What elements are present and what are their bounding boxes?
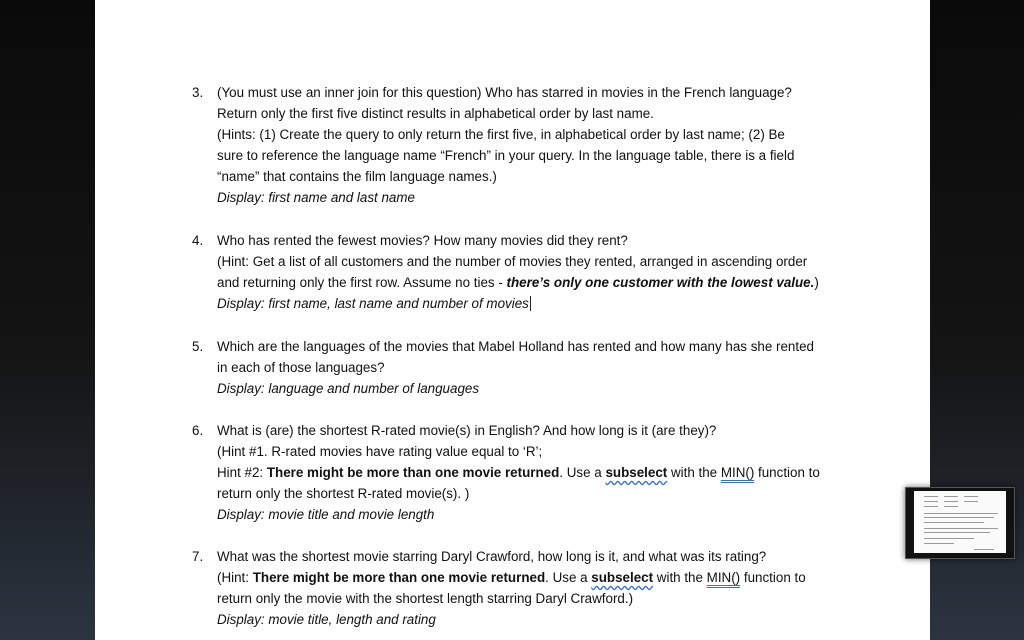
hint-text: function to — [740, 570, 806, 585]
thumbnail-line — [924, 528, 998, 529]
hint-line — [217, 272, 857, 293]
hint-text: sure to reference the language name “French” in your query. In the language table, there is a field — [217, 148, 795, 163]
thumbnail-line — [924, 513, 998, 514]
thumbnail-line — [924, 517, 994, 518]
document-page — [95, 0, 930, 640]
thumbnail-line — [964, 496, 978, 497]
question-text: What was the shortest movie starring Daryl Crawford, how long is it, and what was its rating? — [217, 549, 767, 564]
thumbnail-page — [914, 491, 1006, 553]
text-cursor — [530, 296, 531, 311]
hint-text: . Use a — [545, 570, 592, 585]
question-number: 5. — [192, 339, 204, 354]
subselect-term: subselect — [605, 465, 668, 480]
min-function-term: MIN() — [706, 570, 741, 585]
page-thumbnail-preview[interactable] — [905, 487, 1015, 559]
hint-text: (Hint: — [217, 570, 253, 585]
emphasis-text: There might be more than one movie returned — [252, 570, 546, 585]
question-number: 6. — [192, 423, 204, 438]
display-line — [217, 293, 857, 314]
hint-text: (Hint #1. R-rated movies have rating value equal to ‘R’; — [217, 444, 543, 459]
question-text: (You must use an inner join for this question) Who has starred in movies in the French language? — [217, 85, 792, 100]
emphasis-text: there’s only one customer with the lowest value. — [506, 275, 815, 290]
question-number: 7. — [192, 549, 204, 564]
hint-text: “name” that contains the film language names.) — [217, 169, 497, 184]
hint-text: . Use a — [559, 465, 606, 480]
display-instruction: Display: movie title, length and rating — [217, 612, 436, 627]
thumbnail-line — [944, 501, 958, 502]
display-instruction: Display: first name, last name and number of movies — [217, 296, 529, 311]
question-text: What is (are) the shortest R-rated movie(s) in English? And how long is it (are they)? — [217, 423, 717, 438]
hint-text: function to — [754, 465, 820, 480]
hint-text: with the — [653, 570, 707, 585]
thumbnail-line — [924, 532, 990, 533]
thumbnail-line — [974, 549, 994, 550]
thumbnail-line — [924, 496, 938, 497]
thumbnail-line — [924, 506, 938, 507]
emphasis-text: There might be more than one movie returned — [266, 465, 560, 480]
hint-text: (Hint: Get a list of all customers and the number of movies they rented, arranged in ascending order — [217, 254, 808, 269]
question-number: 4. — [192, 233, 204, 248]
min-function-term: MIN() — [720, 465, 755, 480]
thumbnail-line — [944, 506, 958, 507]
display-instruction: Display: language and number of languages — [217, 381, 480, 396]
hint-line — [217, 462, 857, 483]
thumbnail-line — [964, 501, 978, 502]
hint-text: return only the movie with the shortest length starring Daryl Crawford.) — [217, 591, 634, 606]
display-instruction: Display: first name and last name — [217, 190, 415, 205]
hint-text: Hint #2: — [217, 465, 267, 480]
hint-text: with the — [667, 465, 721, 480]
question-text: Return only the first five distinct results in alphabetical order by last name. — [217, 106, 654, 121]
hint-line — [217, 567, 857, 588]
subselect-term: subselect — [591, 570, 654, 585]
thumbnail-line — [924, 543, 954, 544]
thumbnail-line — [944, 496, 958, 497]
question-text: Who has rented the fewest movies? How many movies did they rent? — [217, 233, 628, 248]
question-number: 3. — [192, 85, 204, 100]
thumbnail-line — [924, 501, 938, 502]
hint-text: (Hints: (1) Create the query to only return the first five, in alphabetical order by last name; (2) Be — [217, 127, 785, 142]
thumbnail-line — [924, 538, 974, 539]
hint-text: return only the shortest R-rated movie(s). ) — [217, 486, 470, 501]
display-instruction: Display: movie title and movie length — [217, 507, 435, 522]
question-text: Which are the languages of the movies that Mabel Holland has rented and how many has she rented — [217, 339, 814, 354]
thumbnail-line — [924, 522, 984, 523]
hint-text: and returning only the first row. Assume no ties - — [217, 275, 507, 290]
hint-text: ) — [814, 275, 819, 290]
question-text: in each of those languages? — [217, 360, 385, 375]
